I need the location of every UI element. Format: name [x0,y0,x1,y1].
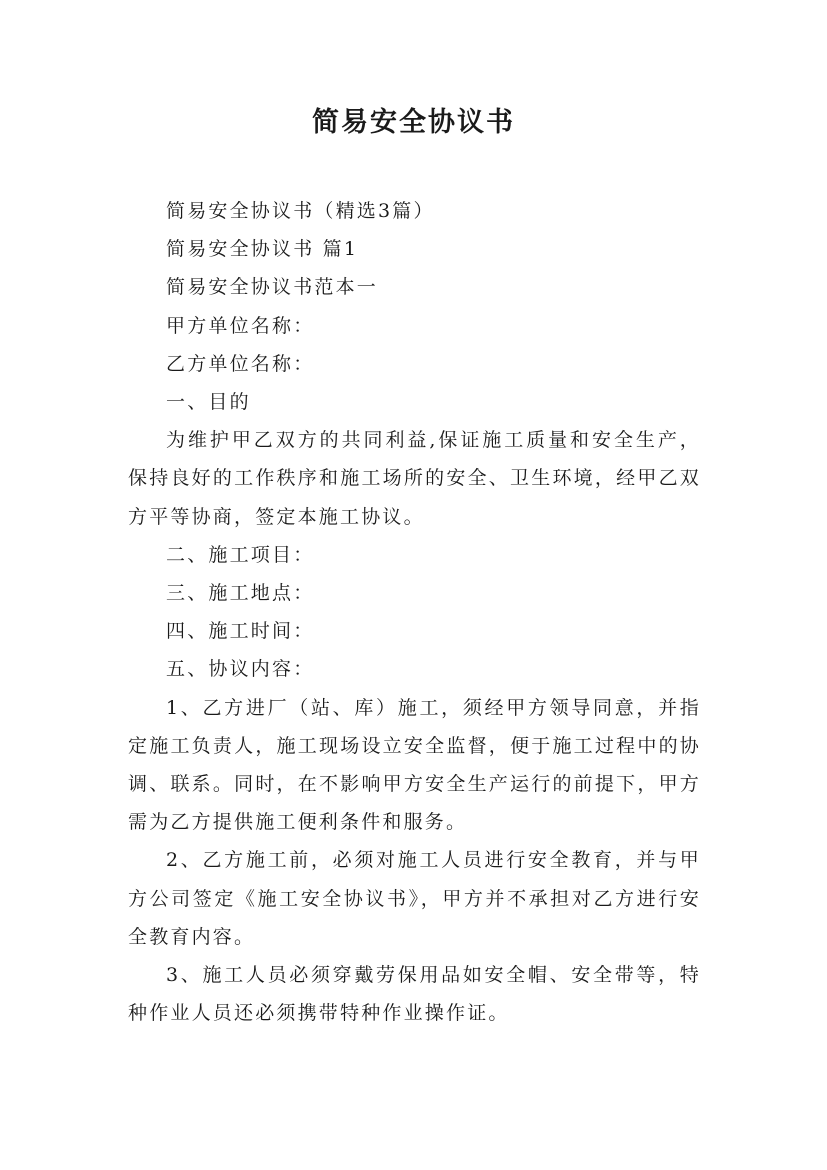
location-line: 三、施工地点： [166,582,315,605]
document-title: 简易安全协议书 [312,107,515,138]
party-a-name-line: 甲方单位名称： [166,314,315,337]
section-heading-paragraph: 简易安全协议书 篇1 [166,238,359,261]
subtitle-paragraph: 简易安全协议书（精选3篇） [166,200,435,222]
document-body [128,192,701,1032]
template-heading-paragraph: 简易安全协议书范本一 [166,276,379,299]
clause-3-paragraph: 3、施工人员必须穿戴劳保用品如安全帽、安全带等，特种作业人员还必须携带特种作业操作证。 [128,964,701,1025]
time-line: 四、施工时间： [166,620,315,643]
project-line: 二、施工项目： [166,543,315,566]
clause-1-paragraph: 1、乙方进厂（站、库）施工，须经甲方领导同意，并指定施工负责人，施工现场设立安全监督，便于施工过程中的协调、联系。同时，在不影响甲方安全生产运行的前提下，甲方需为乙方提供施工便利条件和服务。 [128,696,701,834]
purpose-heading: 一、目的 [166,391,251,414]
party-b-name-line: 乙方单位名称： [166,352,315,375]
clause-2-paragraph: 2、乙方施工前，必须对施工人员进行安全教育，并与甲方公司签定《施工安全协议书》，甲方并不承担对乙方进行安全教育内容。 [128,849,701,948]
purpose-paragraph: 为维护甲乙双方的共同利益,保证施工质量和安全生产，保持良好的工作秩序和施工场所的安全、卫生环境，经甲乙双方平等协商，签定本施工协议。 [128,429,701,528]
agreement-content-heading: 五、协议内容： [166,658,315,681]
